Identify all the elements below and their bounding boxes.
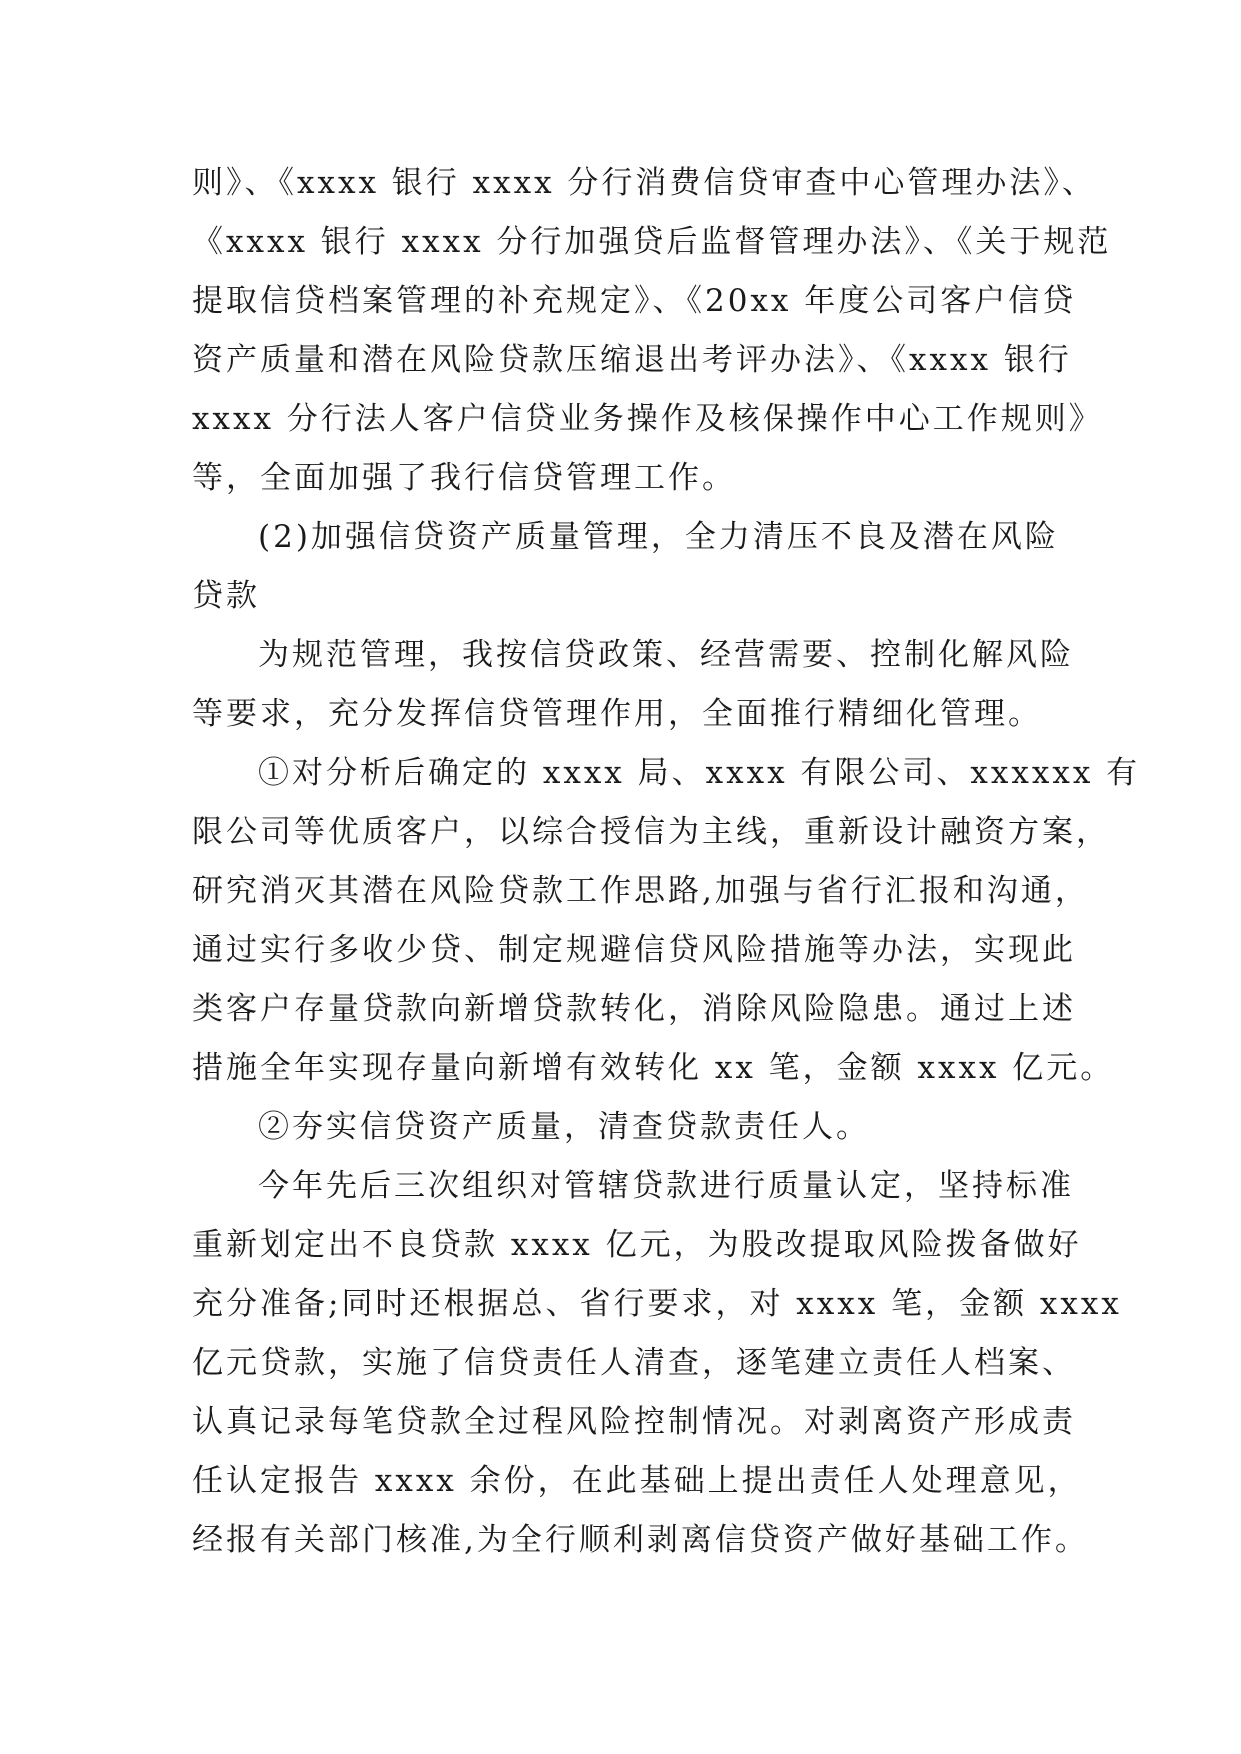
text-line: 研究消灭其潜在风险贷款工作思路,加强与省行汇报和沟通， bbox=[192, 873, 1089, 909]
text-line: 则》、《xxxx 银行 xxxx 分行消费信贷审查中心管理办法》、 bbox=[192, 165, 1096, 201]
section-heading-continued: 贷款 bbox=[192, 578, 260, 614]
text-line: 亿元贷款，实施了信贷责任人清查，逐笔建立责任人档案、 bbox=[192, 1345, 1076, 1381]
text-line: 限公司等优质客户，以综合授信为主线，重新设计融资方案， bbox=[192, 814, 1110, 850]
text-line: 认真记录每笔贷款全过程风险控制情况。对剥离资产形成责 bbox=[192, 1404, 1076, 1440]
text-line: 经报有关部门核准,为全行顺利剥离信贷资产做好基础工作。 bbox=[192, 1522, 1089, 1558]
text-line: 等，全面加强了我行信贷管理工作。 bbox=[192, 460, 736, 496]
text-line: 通过实行多收少贷、制定规避信贷风险措施等办法，实现此 bbox=[192, 932, 1076, 968]
text-line: 任认定报告 xxxx 余份，在此基础上提出责任人处理意见， bbox=[192, 1463, 1082, 1499]
paragraph-start: 今年先后三次组织对管辖贷款进行质量认定，坚持标准 bbox=[258, 1168, 1074, 1204]
text-line: 重新划定出不良贷款 xxxx 亿元，为股改提取风险拨备做好 bbox=[192, 1227, 1082, 1263]
section-heading: (2)加强信贷资产质量管理，全力清压不良及潜在风险 bbox=[258, 519, 1059, 555]
text-line: xxxx 分行法人客户信贷业务操作及核保操作中心工作规则》 bbox=[192, 401, 1103, 437]
text-line: 措施全年实现存量向新增有效转化 xx 笔，金额 xxxx 亿元。 bbox=[192, 1050, 1115, 1086]
paragraph-start: 为规范管理，我按信贷政策、经营需要、控制化解风险 bbox=[258, 637, 1074, 673]
text-line: 类客户存量贷款向新增贷款转化，消除风险隐患。通过上述 bbox=[192, 991, 1076, 1027]
text-line: 等要求，充分发挥信贷管理作用，全面推行精细化管理。 bbox=[192, 696, 1042, 732]
text-line: 提取信贷档案管理的补充规定》、《20xx 年度公司客户信贷 bbox=[192, 283, 1077, 319]
text-line: 《xxxx 银行 xxxx 分行加强贷后监督管理办法》、《关于规范 bbox=[192, 224, 1112, 260]
text-line: 充分准备;同时还根据总、省行要求，对 xxxx 笔，金额 xxxx bbox=[192, 1286, 1122, 1322]
body-text bbox=[192, 154, 1141, 1570]
paragraph-start: ②夯实信贷资产质量，清查贷款责任人。 bbox=[258, 1109, 870, 1145]
paragraph-start: ①对分析后确定的 xxxx 局、xxxx 有限公司、xxxxxx 有 bbox=[258, 755, 1141, 791]
text-line: 资产质量和潜在风险贷款压缩退出考评办法》、《xxxx 银行 bbox=[192, 342, 1072, 378]
